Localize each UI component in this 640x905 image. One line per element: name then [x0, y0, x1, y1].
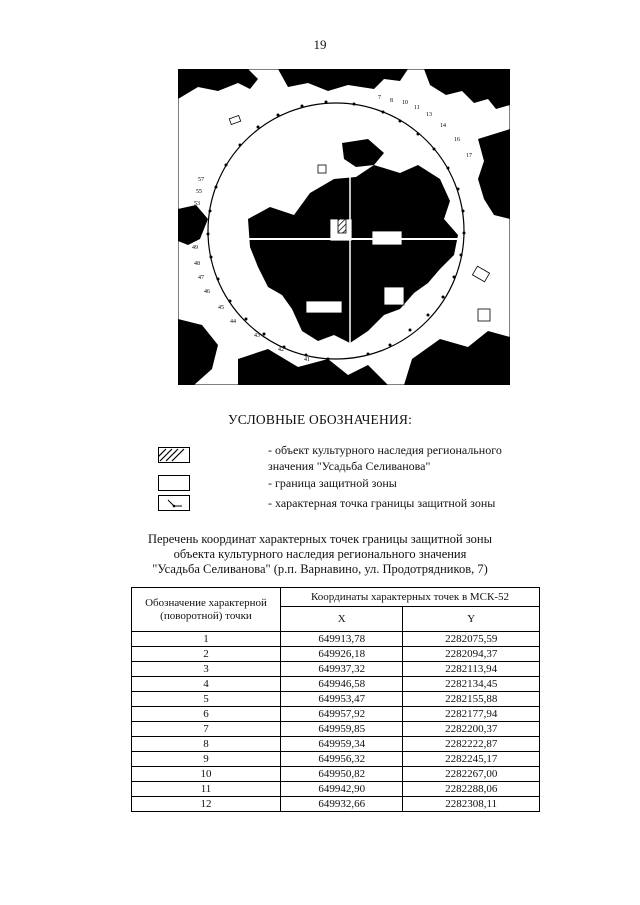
- cell-x: 649913,78: [281, 632, 403, 647]
- cell-n: 12: [132, 797, 281, 812]
- svg-text:13: 13: [426, 112, 432, 118]
- legend-title: УСЛОВНЫЕ ОБОЗНАЧЕНИЯ:: [227, 412, 413, 427]
- legend-text: - граница защитной зоны: [268, 476, 397, 490]
- cell-x: 649959,85: [281, 722, 403, 737]
- cell-n: 8: [132, 737, 281, 752]
- cell-y: 2282177,94: [403, 707, 540, 722]
- legend-text: - характерная точка границы защитной зоны: [268, 496, 496, 510]
- svg-text:47: 47: [198, 275, 204, 281]
- page-number: 19: [313, 37, 327, 52]
- cell-n: 5: [132, 692, 281, 707]
- svg-text:50: 50: [192, 231, 198, 237]
- cell-y: 2282288,06: [403, 782, 540, 797]
- cell-y: 2282222,87: [403, 737, 540, 752]
- svg-text:16: 16: [454, 137, 460, 143]
- cell-x: 649950,82: [281, 767, 403, 782]
- svg-text:45: 45: [218, 305, 224, 311]
- table-row: [132, 752, 540, 767]
- svg-text:55: 55: [196, 189, 202, 195]
- cell-x: 649957,92: [281, 707, 403, 722]
- header-y: Y: [403, 607, 540, 632]
- table-row: [132, 782, 540, 797]
- heading-line: Перечень координат характерных точек границы защитной зоны: [147, 532, 493, 546]
- svg-text:49: 49: [192, 245, 198, 251]
- cell-y: 2282075,59: [403, 632, 540, 647]
- table-row: [132, 707, 540, 722]
- cell-n: 7: [132, 722, 281, 737]
- table-row: [132, 722, 540, 737]
- cell-n: 1: [132, 632, 281, 647]
- header-x: X: [281, 607, 403, 632]
- protection-zone-map: [178, 69, 510, 385]
- table-row: [132, 692, 540, 707]
- cell-y: 2282113,94: [403, 662, 540, 677]
- cell-y: 2282267,00: [403, 767, 540, 782]
- header-coordinates: Координаты характерных точек в МСК-52: [281, 588, 540, 607]
- table-row: [132, 767, 540, 782]
- cell-x: 649937,32: [281, 662, 403, 677]
- svg-text:8: 8: [390, 98, 393, 104]
- table-row: [132, 677, 540, 692]
- svg-text:17: 17: [466, 153, 472, 159]
- heading-line: объекта культурного наследия регионального значения: [173, 547, 467, 561]
- zone-border-icon: [158, 475, 190, 491]
- svg-text:44: 44: [230, 319, 236, 325]
- svg-text:46: 46: [204, 289, 210, 295]
- cell-x: 649959,34: [281, 737, 403, 752]
- heritage-object: [338, 219, 346, 233]
- heading-line: "Усадьба Селиванова" (р.п. Варнавино, ул. Продотрядников, 7): [152, 562, 488, 576]
- cell-x: 649946,58: [281, 677, 403, 692]
- table-row: [132, 797, 540, 812]
- point-marker-icon: [158, 495, 190, 511]
- cell-n: 3: [132, 662, 281, 677]
- svg-text:10: 10: [402, 100, 408, 106]
- cell-x: 649926,18: [281, 647, 403, 662]
- cell-n: 11: [132, 782, 281, 797]
- svg-text:51: 51: [194, 215, 200, 221]
- svg-text:48: 48: [194, 261, 200, 267]
- cell-x: 649956,32: [281, 752, 403, 767]
- cell-x: 649942,90: [281, 782, 403, 797]
- table-row: [132, 632, 540, 647]
- table-row: [132, 662, 540, 677]
- legend-text: - объект культурного наследия регионального значения "Усадьба Селиванова": [268, 443, 502, 473]
- svg-text:7: 7: [378, 95, 381, 101]
- cell-y: 2282155,88: [403, 692, 540, 707]
- cell-y: 2282094,37: [403, 647, 540, 662]
- svg-text:43: 43: [254, 333, 260, 339]
- table-row: [132, 647, 540, 662]
- svg-text:41: 41: [304, 357, 310, 363]
- cell-n: 6: [132, 707, 281, 722]
- cell-y: 2282245,17: [403, 752, 540, 767]
- header-designation: Обозначение характерной (поворотной) точки: [132, 588, 281, 632]
- svg-text:53: 53: [194, 201, 200, 207]
- cell-x: 649953,47: [281, 692, 403, 707]
- cell-y: 2282134,45: [403, 677, 540, 692]
- cell-n: 2: [132, 647, 281, 662]
- cell-y: 2282308,11: [403, 797, 540, 812]
- svg-text:42: 42: [278, 347, 284, 353]
- cell-n: 9: [132, 752, 281, 767]
- svg-text:57: 57: [198, 177, 204, 183]
- table-row: [132, 737, 540, 752]
- coordinates-table: [131, 587, 540, 812]
- cell-x: 649932,66: [281, 797, 403, 812]
- cell-y: 2282200,37: [403, 722, 540, 737]
- svg-text:11: 11: [414, 105, 420, 111]
- list-heading: [0, 532, 640, 577]
- svg-text:14: 14: [440, 123, 446, 129]
- cell-n: 10: [132, 767, 281, 782]
- hatched-box-icon: [158, 447, 190, 463]
- cell-n: 4: [132, 677, 281, 692]
